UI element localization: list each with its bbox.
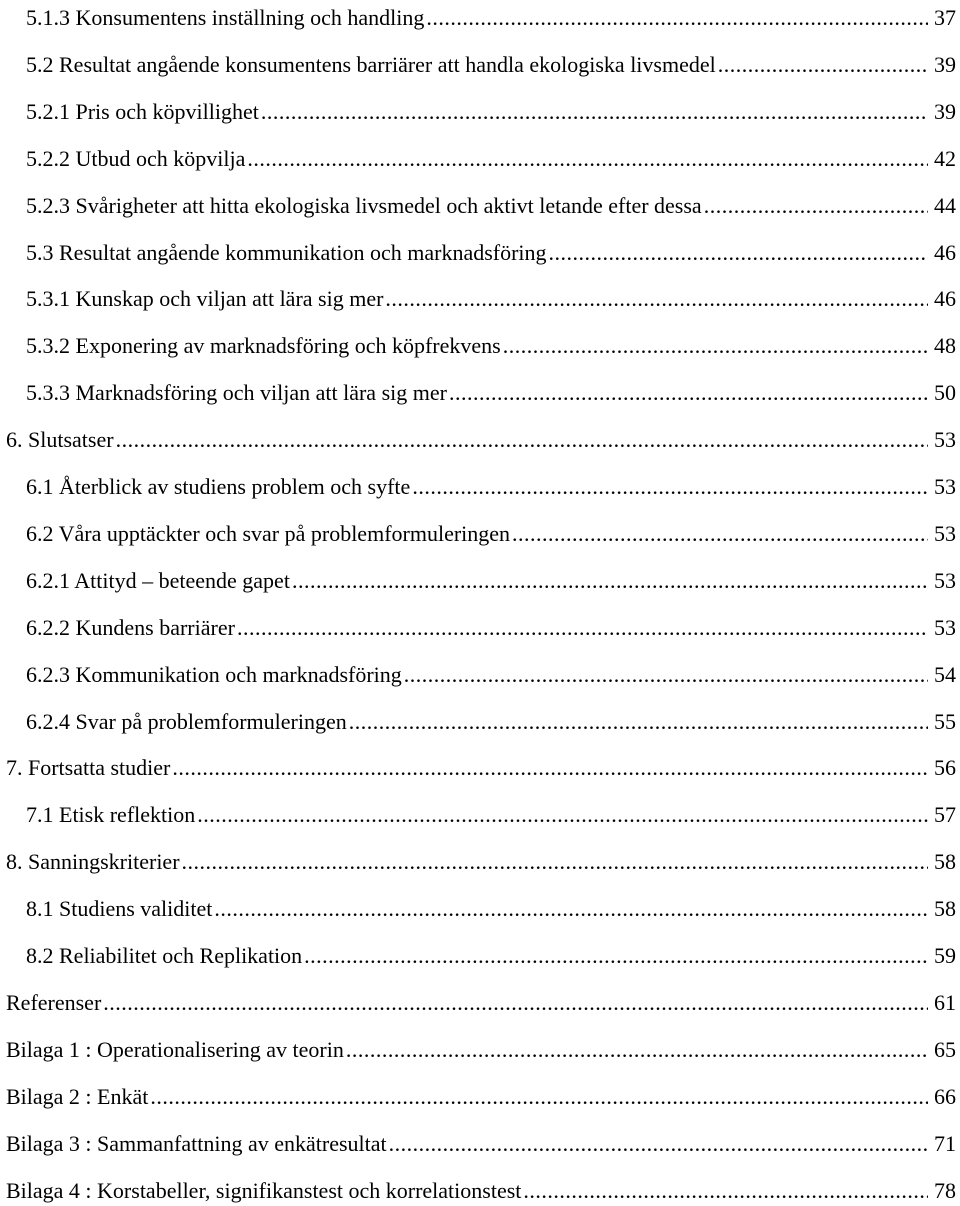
toc-entry-title: 6.2.1 Attityd – beteende gapet: [26, 567, 290, 593]
toc-page-number: 53: [934, 520, 956, 546]
toc-entry[interactable]: [26, 0, 956, 33]
toc-entry-title: 5.1.3 Konsumentens inställning och handling: [26, 5, 425, 30]
toc-dot-leader: [404, 660, 928, 690]
toc-entry[interactable]: [26, 228, 956, 268]
toc-entry-title: 6.2.3 Kommunikation och marknadsföring: [26, 661, 402, 687]
toc-entry[interactable]: [26, 181, 956, 221]
toc-page-number: 58: [934, 896, 956, 922]
toc-entry-title: 5.2.3 Svårigheter att hitta ekologiska livsmedel och aktivt letande efter dessa: [26, 192, 702, 218]
toc-entry[interactable]: [26, 274, 956, 314]
toc-entry-title: 5.3.1 Kunskap och viljan att lära sig mer: [26, 286, 384, 312]
toc-dot-leader: [304, 941, 928, 971]
toc-entry-title: Bilaga 2 : Enkät: [6, 1083, 149, 1109]
toc-dot-leader: [412, 472, 928, 502]
toc-entry[interactable]: [26, 931, 956, 971]
toc-entry[interactable]: [6, 1025, 956, 1065]
toc-entry-title: Referenser: [6, 989, 102, 1015]
toc-dot-leader: [389, 1129, 928, 1159]
toc-dot-leader: [704, 191, 928, 221]
toc-entry-title: 6. Slutsatser: [6, 427, 114, 453]
toc-entry-title: 5.2.1 Pris och köpvillighet: [26, 98, 259, 124]
toc-dot-leader: [261, 97, 928, 127]
toc-page-number: 71: [934, 1130, 956, 1156]
toc-entry-title: 7. Fortsatta studier: [6, 755, 171, 781]
toc-entry-title: Bilaga 3 : Sammanfattning av enkätresultat: [6, 1130, 387, 1156]
toc-entry[interactable]: [26, 650, 956, 690]
toc-entry-title: 6.2.2 Kundens barriärer: [26, 614, 235, 640]
toc-page-number: 46: [934, 286, 956, 312]
toc-entry-title: 8. Sanningskriterier: [6, 849, 180, 875]
toc-entry[interactable]: [6, 415, 956, 455]
toc-dot-leader: [150, 1082, 928, 1112]
toc-page-number: 53: [934, 427, 956, 453]
toc-entry[interactable]: [26, 790, 956, 830]
toc-entry[interactable]: [26, 368, 956, 408]
toc-dot-leader: [237, 613, 928, 643]
toc-entry-title: 7.1 Etisk reflektion: [26, 802, 196, 828]
toc-dot-leader: [346, 1035, 928, 1065]
toc-page-number: 58: [934, 849, 956, 875]
toc-entry-title: 5.2 Resultat angående konsumentens barriärer att handla ekologiska livsmedel: [26, 51, 716, 77]
toc-page-number: 44: [934, 192, 956, 218]
toc-dot-leader: [103, 988, 928, 1018]
toc-dot-leader: [292, 566, 928, 596]
toc-page-number: 78: [934, 1177, 956, 1203]
toc-page-number: 53: [934, 474, 956, 499]
toc-dot-leader: [549, 238, 928, 268]
toc-entry-title: 6.2 Våra upptäckter och svar på problemformuleringen: [26, 520, 511, 546]
toc-entry-title: Bilaga 1 : Operationalisering av teorin: [6, 1036, 344, 1062]
toc-entry[interactable]: [26, 697, 956, 737]
toc-entry-title: 8.2 Reliabilitet och Replikation: [26, 943, 303, 968]
toc-page-number: 46: [934, 239, 956, 265]
toc-dot-leader: [523, 1176, 928, 1206]
toc-dot-leader: [426, 3, 928, 33]
toc-entry[interactable]: [26, 509, 956, 549]
toc-page-number: 55: [934, 708, 956, 734]
toc-dot-leader: [449, 378, 928, 408]
toc-page-number: 42: [934, 145, 956, 171]
toc-entry[interactable]: [26, 40, 956, 80]
toc-page-number: 61: [934, 989, 956, 1015]
toc-entry-title: 5.2.2 Utbud och köpvilja: [26, 145, 246, 171]
toc-dot-leader: [197, 800, 928, 830]
toc-page-number: 39: [934, 51, 956, 77]
toc-entry[interactable]: [6, 978, 956, 1018]
toc-dot-leader: [503, 331, 928, 361]
toc-page-number: 39: [934, 98, 956, 124]
toc-entry[interactable]: [26, 134, 956, 174]
toc-page-number: 53: [934, 614, 956, 640]
toc-entry[interactable]: [6, 1166, 956, 1206]
toc-page-number: 66: [934, 1083, 956, 1109]
toc-dot-leader: [214, 894, 928, 924]
toc-entry-title: 5.3.2 Exponering av marknadsföring och köpfrekvens: [26, 333, 501, 359]
toc-dot-leader: [512, 519, 928, 549]
toc-dot-leader: [182, 847, 928, 877]
toc-entry[interactable]: [26, 87, 956, 127]
toc-entry[interactable]: [26, 321, 956, 361]
toc-entry[interactable]: [6, 1119, 956, 1159]
toc-entry[interactable]: [6, 743, 956, 783]
toc-page-number: 48: [934, 333, 956, 359]
toc-entry[interactable]: [26, 462, 956, 502]
toc-entry[interactable]: [6, 837, 956, 877]
toc-dot-leader: [172, 753, 928, 783]
toc-dot-leader: [349, 707, 928, 737]
toc-entry-title: 6.2.4 Svar på problemformuleringen: [26, 708, 347, 734]
toc-page-number: 59: [934, 943, 956, 968]
toc-entry-title: 6.1 Återblick av studiens problem och syfte: [26, 474, 411, 499]
toc-dot-leader: [718, 50, 928, 80]
toc-page-number: 54: [934, 661, 956, 687]
toc-page-number: 37: [934, 5, 956, 30]
toc-entry[interactable]: [26, 556, 956, 596]
toc-page-number: 57: [934, 802, 956, 828]
toc-page-number: 53: [934, 567, 956, 593]
toc-entry-title: Bilaga 4 : Korstabeller, signifikanstest och korrelationstest: [6, 1177, 522, 1203]
toc-page-number: 50: [934, 380, 956, 406]
toc-entry-title: 5.3.3 Marknadsföring och viljan att lära sig mer: [26, 380, 447, 406]
toc-entry-title: 5.3 Resultat angående kommunikation och marknadsföring: [26, 239, 547, 265]
toc-entry-title: 8.1 Studiens validitet: [26, 896, 213, 922]
toc-entry[interactable]: [6, 1072, 956, 1112]
toc-entry[interactable]: [26, 884, 956, 924]
toc-page-number: 65: [934, 1036, 956, 1062]
toc-page-number: 56: [934, 755, 956, 781]
toc-dot-leader: [247, 144, 928, 174]
toc-entry[interactable]: [26, 603, 956, 643]
toc-dot-leader: [116, 425, 928, 455]
toc-dot-leader: [385, 284, 928, 314]
